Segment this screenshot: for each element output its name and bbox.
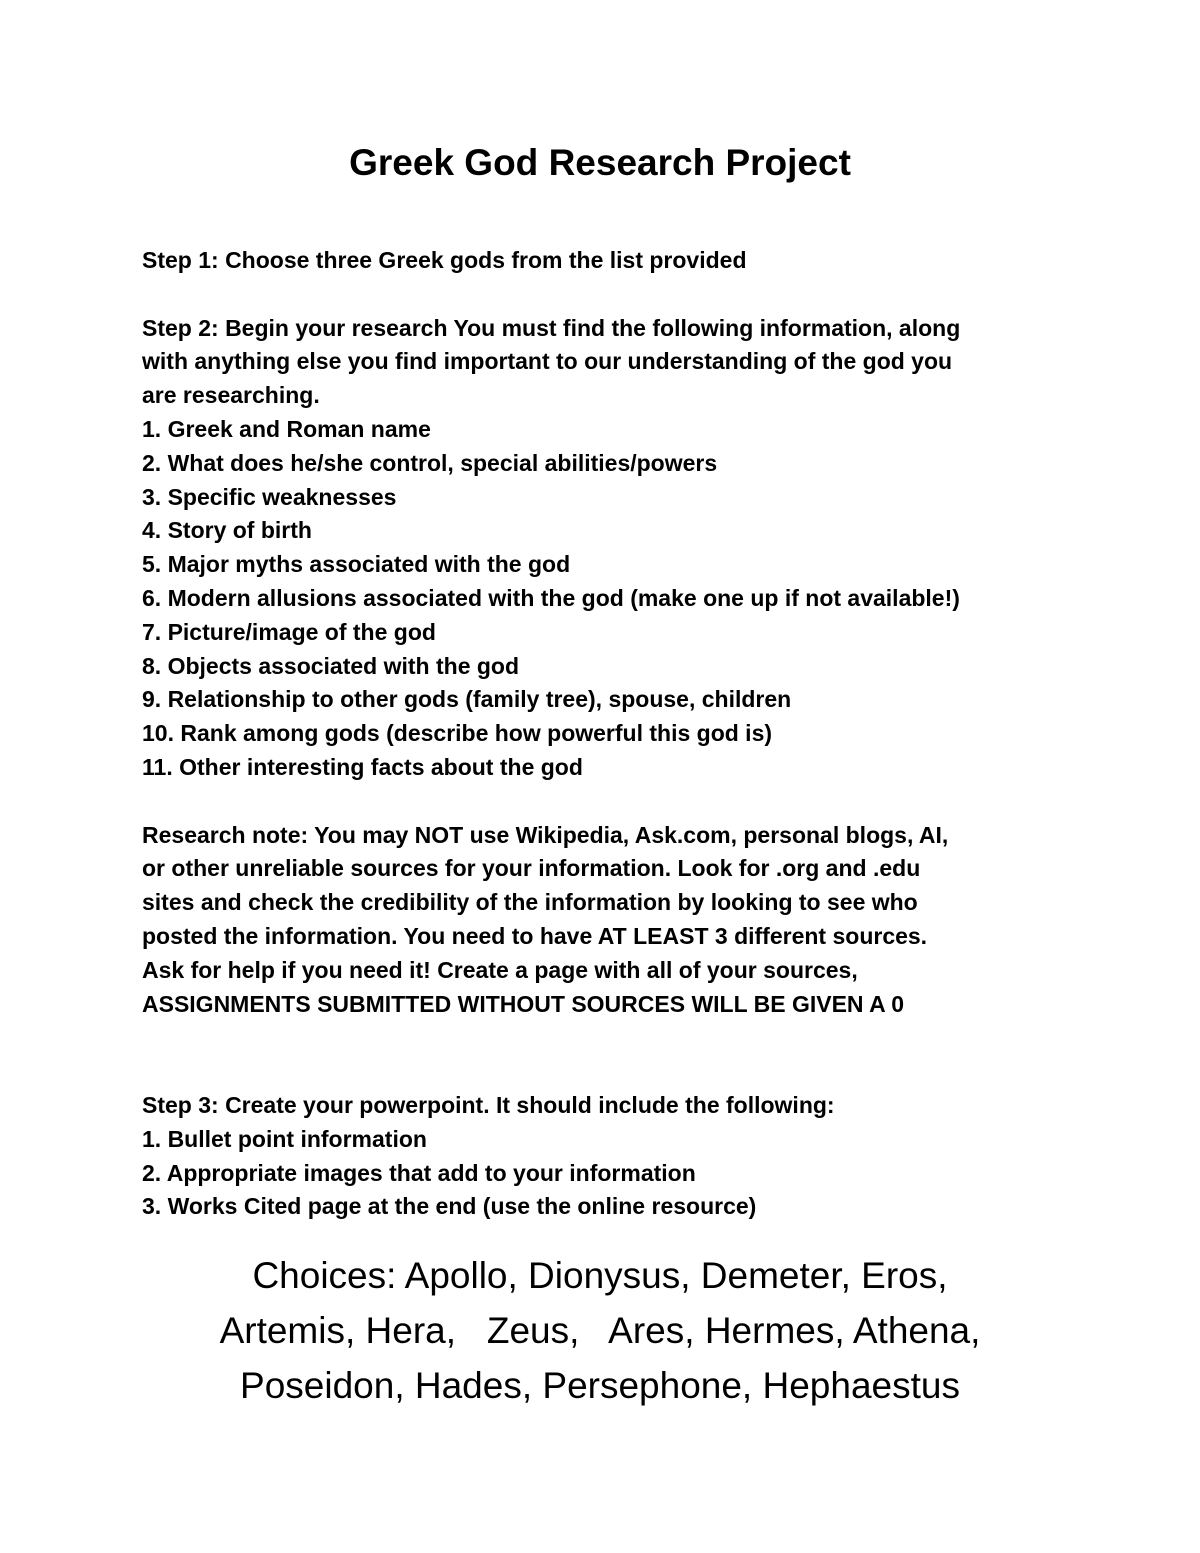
step-2-list-item: 10. Rank among gods (describe how powerful this god is)	[142, 720, 773, 747]
research-note-warning: ASSIGNMENTS SUBMITTED WITHOUT SOURCES WILL BE GIVEN A 0	[142, 990, 905, 1017]
spacer	[142, 785, 1072, 819]
step-2-list-item: 7. Picture/image of the god	[142, 618, 436, 645]
choices-line: Choices: Apollo, Dionysus, Demeter, Eros,	[252, 1255, 948, 1296]
spacer	[142, 278, 1072, 312]
step-3-list-item: 1. Bullet point information	[142, 1125, 427, 1152]
choices-line: Artemis, Hera, Zeus, Ares, Hermes, Athena,	[219, 1310, 981, 1351]
step-3-list-item: 3. Works Cited page at the end (use the online resource)	[142, 1193, 757, 1220]
choices-line: Poseidon, Hades, Persephone, Hephaestus	[240, 1365, 960, 1406]
step-2-line: Step 2: Begin your research You must find the following information, along	[142, 314, 961, 341]
step-2-list-item: 3. Specific weaknesses	[142, 483, 397, 510]
research-note-line: Ask for help if you need it! Create a page with all of your sources,	[142, 956, 858, 983]
research-note-line: or other unreliable sources for your information. Look for .org and .edu	[142, 855, 921, 882]
step-2-list-item: 8. Objects associated with the god	[142, 652, 520, 679]
god-choices	[0, 1248, 1200, 1413]
step-2-list-item: 11. Other interesting facts about the god	[142, 753, 583, 780]
step-2-list-item: 2. What does he/she control, special abilities/powers	[142, 449, 718, 476]
step-2-line: with anything else you find important to our understanding of the god you	[142, 348, 953, 375]
research-note-line: Research note: You may NOT use Wikipedia, Ask.com, personal blogs, AI,	[142, 821, 949, 848]
step-2-list-item: 5. Major myths associated with the god	[142, 551, 571, 578]
step-3-list-item: 2. Appropriate images that add to your information	[142, 1159, 696, 1186]
spacer	[142, 1021, 1072, 1089]
step-2-list-item: 1. Greek and Roman name	[142, 415, 431, 442]
step-2-line: are researching.	[142, 382, 320, 409]
instructions-body	[142, 244, 1072, 1224]
step-1: Step 1: Choose three Greek gods from the list provided	[142, 247, 747, 273]
research-note-line: posted the information. You need to have AT LEAST 3 different sources.	[142, 922, 928, 949]
research-note-line: sites and check the credibility of the information by looking to see who	[142, 889, 918, 916]
page-title: Greek God Research Project	[349, 142, 851, 183]
step-2-list-item: 6. Modern allusions associated with the god (make one up if not available!)	[142, 584, 960, 611]
step-2-list-item: 4. Story of birth	[142, 517, 312, 544]
step-2-list-item: 9. Relationship to other gods (family tree), spouse, children	[142, 686, 792, 713]
step-3-heading: Step 3: Create your powerpoint. It should include the following:	[142, 1091, 835, 1118]
